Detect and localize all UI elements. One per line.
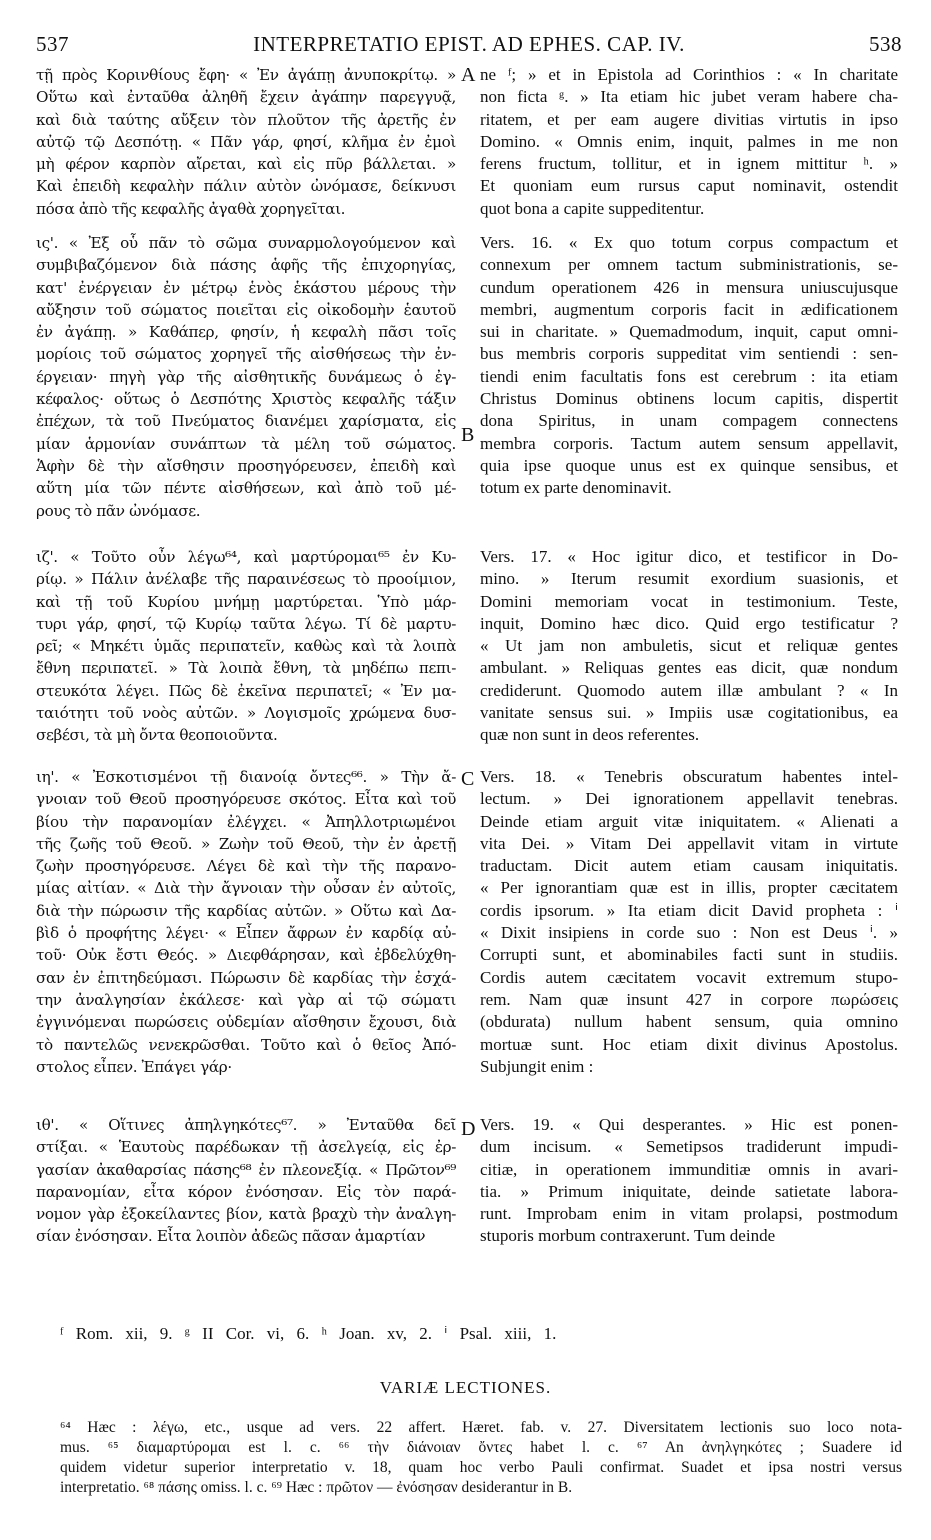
text-line: αὕτη μία τῶν πέντε αἰσθήσεων, καὶ ἀπὸ τοῦ μέ- [36,479,456,498]
text-line: Vers. 18. « Tenebris obscuratum habentes intel- [480,767,898,786]
text-line: Cordis autem cæcitatem vocavit extremum stupo- [480,967,898,987]
text-line: ρους τὸ πᾶν ὠνόμασε. [36,501,201,520]
latin-paragraph [480,232,898,500]
text-line: βὶδ ὁ προφήτης λέγει· « Εἶπεν ἄφρων ἐν καρδίᾳ αὐ- [36,924,456,943]
text-line: ις'. « Ἐξ οὗ πᾶν τὸ σῶμα συναρμολογούμενον καὶ [36,234,456,252]
variae-line: ⁶⁴ Hæc : λέγω, etc., usque ad vers. 22 affert. Hæret. fab. v. 27. Diversitatem lectionis suo loco nota- [60,1419,902,1436]
text-line: runt. Improbam enim in vitam prolapsi, postmodum [480,1204,898,1224]
text-line: ἐν ἀγάπῃ. » Καθάπερ, φησίν, ἡ κεφαλὴ πᾶσι τοῖς [36,323,456,342]
text-line: sui in charitate. » Quemadmodum, inquit, caput omni- [480,322,898,342]
text-line: ρεῖ; « Μηκέτι ὑμᾶς περιπατεῖν, καθὼς καὶ τὰ λοιπὰ [36,637,456,656]
latin-paragraph [480,766,898,1078]
greek-paragraph [36,766,456,1078]
text-line: Domino. « Omnis enim, inquit, palmes in me non [480,131,898,151]
page-number-left: 537 [36,32,69,56]
text-line: ζωὴν προσηγόρευσε. Λέγει δὲ καὶ τὴν τῆς παρανο- [36,857,456,876]
text-line: γνοιαν τοῦ Θεοῦ προσηγόρευσε σκότος. Εἶτα καὶ τοῦ [36,790,456,809]
margin-mark-c: C [461,768,475,790]
text-line: traductam. Dicit autem etiam causam iniquitatis. [480,856,898,876]
running-header [36,32,902,58]
latin-paragraph [480,546,898,747]
text-line: stuporis morbum contraxerunt. Tum deinde [480,1226,776,1246]
text-line: τοῦ· Οὐκ ἔστι Θεός. » Διεφθάρησαν, καὶ ἐβδελύχθη- [36,946,456,965]
text-line: πόσα ἀπὸ τῆς κεφαλῆς ἀγαθὰ χορηγεῖται. [36,199,346,218]
text-line: ρίῳ. » Πάλιν ἀνέλαβε τῆς παραινέσεως τὸ προοίμιον, [36,570,456,589]
text-line: μὴ φέρον καρπὸν αἴρεται, καὶ εἰς πῦρ βάλλεται. » [36,155,456,174]
text-line: ἔθνη περιπατεῖ. » Τὰ λοιπὰ ἔθνη, τὰ μηδέπω πεπι- [36,659,456,678]
text-line: ritatem, et per eam augere divitias virtutis in ipso [480,109,898,129]
text-line: totum ex parte denominavit. [480,478,672,498]
text-line: νομον γὰρ ἐξοκείλαντες βίον, κατὰ βραχὺ τὴν ἀναλγη- [36,1205,456,1224]
text-line: dum incisum. « Semetipsos tradiderunt impudi- [480,1137,898,1157]
text-line: citiæ, in operationem immunditiæ omnis in avari- [480,1159,898,1179]
text-line: την ἀναλγησίαν ἐκάλεσε· καὶ γὰρ αἱ τῷ σώματι [36,990,456,1009]
margin-mark-b: B [461,424,475,446]
text-line: Vers. 16. « Ex quo totum corpus compactum et [480,233,898,252]
text-line: στολος εἶπεν. Ἐπάγει γάρ· [36,1057,232,1076]
greek-paragraph [36,64,456,220]
text-line: mortuæ sunt. Hoc etiam dixit divinus Apostolus. [480,1034,898,1054]
text-line: quot bona a capite suppeditentur. [480,198,705,218]
text-line: κέφαλος· οὕτως ὁ Δεσπότης Χριστὸς κεφαλῆς τάξιν [36,390,456,409]
text-line: non ficta ᵍ. » Ita etiam hic jubet veram habere cha- [480,87,898,107]
text-line: lectum. » Dei ignorationem appellavit tenebras. [480,789,898,809]
text-line: bus membris corporis suppeditat vim sentiendi : sen- [480,344,898,364]
text-line: στίξαι. « Ἑαυτοὺς παρέδωκαν τῇ ἀσελγείᾳ, εἰς ἐρ- [36,1138,456,1157]
text-line: παρανομίαν, εἶτα κόρον ἐνόσησαν. Εἰς τὸν παρά- [36,1182,456,1201]
text-line: quia ipse quoque unus est ex quinque sensibus, et [480,455,898,475]
margin-mark-a: A [461,64,476,86]
page-number-right: 538 [869,32,902,56]
variae-line: mus. ⁶⁵ διαμαρτύρομαι est l. c. ⁶⁶ τὴν διάνοιαν ὄντες habet l. c. ⁶⁷ An ἀνηλγηκότες ; Suadere id [60,1439,902,1456]
text-line: ἐγγινόμεναι πωρώσεις οὐδεμίαν αἴσθησιν ἔχουσι, διὰ [36,1013,456,1032]
text-line: Ἁφὴν δὲ τὴν αἴσθησιν προσηγόρευσεν, ἐπειδὴ καὶ [36,456,456,475]
text-line: τυρι γάρ, φησί, τῷ Κυρίῳ ταῦτα λέγω. Τί δὲ μαρτυ- [36,614,456,633]
text-line: vita Dei. » Vitam Dei appellavit vitam in virtute [480,833,898,853]
text-line: καὶ διὰ ταύτης αὔξειν τὸν πλοῦτον τῆς ἀρετῆς ἐν [36,110,456,129]
text-line: ne ᶠ; » et in Epistola ad Corinthios : « In charitate [480,65,898,84]
text-line: Subjungit enim : [480,1056,594,1076]
text-line: quæ non sunt in deos referentes. [480,725,700,745]
text-line: έργειαν· πηγὴ γὰρ τῆς αἰσθητικῆς δυνάμεως ὁ ἐγ- [36,367,456,386]
text-line: ιη'. « Ἐσκοτισμένοι τῇ διανοίᾳ ὄντες⁶⁶. » Τὴν ἄ- [36,768,456,786]
text-line: καὶ τῇ τοῦ Κυρίου μνήμῃ μαρτύρεται. Ὑπὸ μάρ- [36,592,456,611]
text-line: « Per ignorantiam quæ est in illis, propter cæcitatem [480,878,898,898]
text-line: ambulant. » Reliquas gentes eas dicit, quæ nondum [480,658,898,678]
text-line: μίας αἰτίαν. « Διὰ τὴν ἄγνοιαν τὴν οὖσαν ἐν αὐτοῖς, [36,879,456,898]
margin-mark-d: D [461,1118,476,1140]
latin-paragraph [480,64,898,220]
variae-line: quidem videtur superior interpretatio v. 18, quam hoc verbo Pauli confirmat. Suadet et ipsa nostri versus [60,1459,902,1476]
footnotes: ᶠ Rom. xii, 9. ᵍ II Cor. vi, 6. ʰ Joan. xv, 2. ⁱ Psal. xiii, 1. [60,1324,557,1343]
text-line: « Ut jam non ambuletis, sicut et reliquæ gentes [480,636,898,656]
text-line: κατ' ἐνέργειαν ἐν μέτρῳ ἑνὸς ἑκάστου μέρους τὴν [36,278,456,297]
latin-paragraph [480,1114,898,1248]
text-line: vanitate sensus sui. » Impiis usæ cogitationibus, ea [480,703,898,723]
text-line: (obdurata) nullum habent sensum, quia omnino [480,1012,898,1032]
text-line: crediderunt. Quomodo autem illæ ambulant ? « In [480,680,898,700]
text-line: βίου τὴν παρανομίαν ἐλέγχει. « Ἀπηλλοτριωμένοι [36,812,456,831]
text-line: τῆς ζωῆς τοῦ Θεοῦ. » Ζωὴν τοῦ Θεοῦ, τὴν ἐν ἀρετῇ [36,834,456,853]
text-line: τὸ παντελῶς νενεκρῶσθαι. Τοῦτο καὶ ὁ θεῖος Ἀπό- [36,1035,456,1054]
text-line: αὐτῷ τῷ Δεσπότῃ. « Πᾶν γάρ, φησί, κλῆμα ἐν ἐμοὶ [36,132,456,151]
text-line: ιθ'. « Οἵτινες ἀπηλγηκότες⁶⁷. » Ἐνταῦθα δεῖ [36,1116,456,1134]
text-line: Domini memoriam vocat in testimonium. Teste, [480,591,898,611]
text-line: Καὶ ἐπειδὴ κεφαλὴν πάλιν αὐτὸν ὠνόμασε, δείκνυσι [36,177,456,196]
text-line: connexum per omnem tactum subministrationis, se- [480,255,898,275]
text-line: σεβέσι, τὰ μὴ ὄντα θεοποιοῦντα. [36,726,278,745]
text-line: Et quoniam eum rursus caput nominavit, ostendit [480,176,898,196]
text-line: γασίαν ἀκαθαρσίας πάσης⁶⁸ ἐν πλεονεξίᾳ. « Πρῶτον⁶⁹ [36,1160,456,1179]
variae-lectiones [60,1418,902,1498]
text-line: Christus Dominus obtinens locum capitis, dispertit [480,389,898,409]
text-line: Corrupti sunt, et abominabiles facti sunt in studiis. [480,945,898,965]
text-line: τῇ πρὸς Κορινθίους ἔφη· « Ἐν ἀγάπῃ ἀνυποκρίτῳ. » [36,66,456,84]
text-line: cordis ipsorum. » Ita etiam dicit David propheta : ⁱ [480,900,898,920]
text-line: αὔξησιν τοῦ σώματος ποιεῖται εἰς οἰκοδομὴν ἑαυτοῦ [36,300,456,319]
greek-paragraph [36,232,456,522]
variae-lectiones-title: VARIÆ LECTIONES. [379,1378,552,1397]
text-line: ferens fructum, tollitur, et in ignem mittitur ʰ. » [480,154,898,174]
text-line: ἐπέχων, τὰ τοῦ Πνεύματος διανέμει χαρίσματα, εἰς [36,412,456,431]
text-line: inquit, Domino hæc dico. Quid ergo testificatur ? [480,613,898,633]
text-line: « Dixit insipiens in corde suo : Non est Deus ⁱ. » [480,923,898,943]
text-line: mino. » Iterum resumit exordium suasionis, et [480,569,898,589]
text-line: cundum operationem 426 in mensura uniuscujusque [480,277,898,297]
text-line: μίαν ἁρμονίαν συνάπτων τὰ μέλη τοῦ σώματος. [36,434,456,453]
variae-line: interpretatio. ⁶⁸ πάσης omiss. l. c. ⁶⁹ Hæc : πρῶτον — ἐνόσησαν desiderantur in B. [60,1479,573,1496]
text-line: διὰ τὴν πώρωσιν τῆς καρδίας αὐτῶν. » Οὕτω καὶ Δα- [36,901,456,920]
text-line: ταιότητι τοῦ νοὸς αὐτῶν. » Λογισμοῖς χρώμενα δυσ- [36,704,456,723]
text-line: rem. Nam quæ insunt 427 in corpore πωρώσεις [480,989,898,1009]
text-line: μορίοις τοῦ σώματος χορηγεῖ τῆς αἰσθήσεως τὴν ἐν- [36,345,456,364]
greek-paragraph [36,546,456,747]
text-line: membra corporis. Tactum autem sensum appellavit, [480,433,898,453]
text-line: Deinde etiam arguit vitæ iniquitatem. « Alienati a [480,811,898,831]
text-line: ιζ'. « Τοῦτο οὖν λέγω⁶⁴, καὶ μαρτύρομαι⁶⁵ ἐν Κυ- [36,548,456,566]
text-line: Οὕτω καὶ ἐνταῦθα ἀληθῆ ἔχειν ἀγάπην παρεγγυᾷ, [36,88,456,107]
text-line: σίαν ἐνόσησαν. Εἶτα λοιπὸν ἀδεῶς πᾶσαν ἁμαρτίαν [36,1227,426,1246]
text-line: membri, augmentum corporis facit in ædificationem [480,299,898,319]
text-line: Vers. 19. « Qui desperantes. » Hic est ponen- [480,1115,898,1134]
text-line: tiendi enim facultatis fons est cerebrum : ita etiam [480,366,898,386]
text-line: Vers. 17. « Hoc igitur dico, et testificor in Do- [480,547,898,566]
text-line: στευκότα λέγει. Πῶς δὲ ἐκεῖνα περιπατεῖ; « Ἐν μα- [36,681,456,700]
text-line: σαν ἐν ἐπιτηδεύμασι. Πώρωσιν δὲ καρδίας τὴν ἐσχά- [36,968,456,987]
text-line: tia. » Primum iniquitate, deinde satietate labora- [480,1181,898,1201]
text-line: συμβιβαζόμενον διὰ πάσης ἁφῆς τῆς ἐπιχορηγίας, [36,256,456,275]
greek-paragraph [36,1114,456,1248]
running-title: INTERPRETATIO EPIST. AD EPHES. CAP. IV. [253,32,685,56]
text-line: dona Spiritus, in unam compagem connectens [480,411,898,431]
